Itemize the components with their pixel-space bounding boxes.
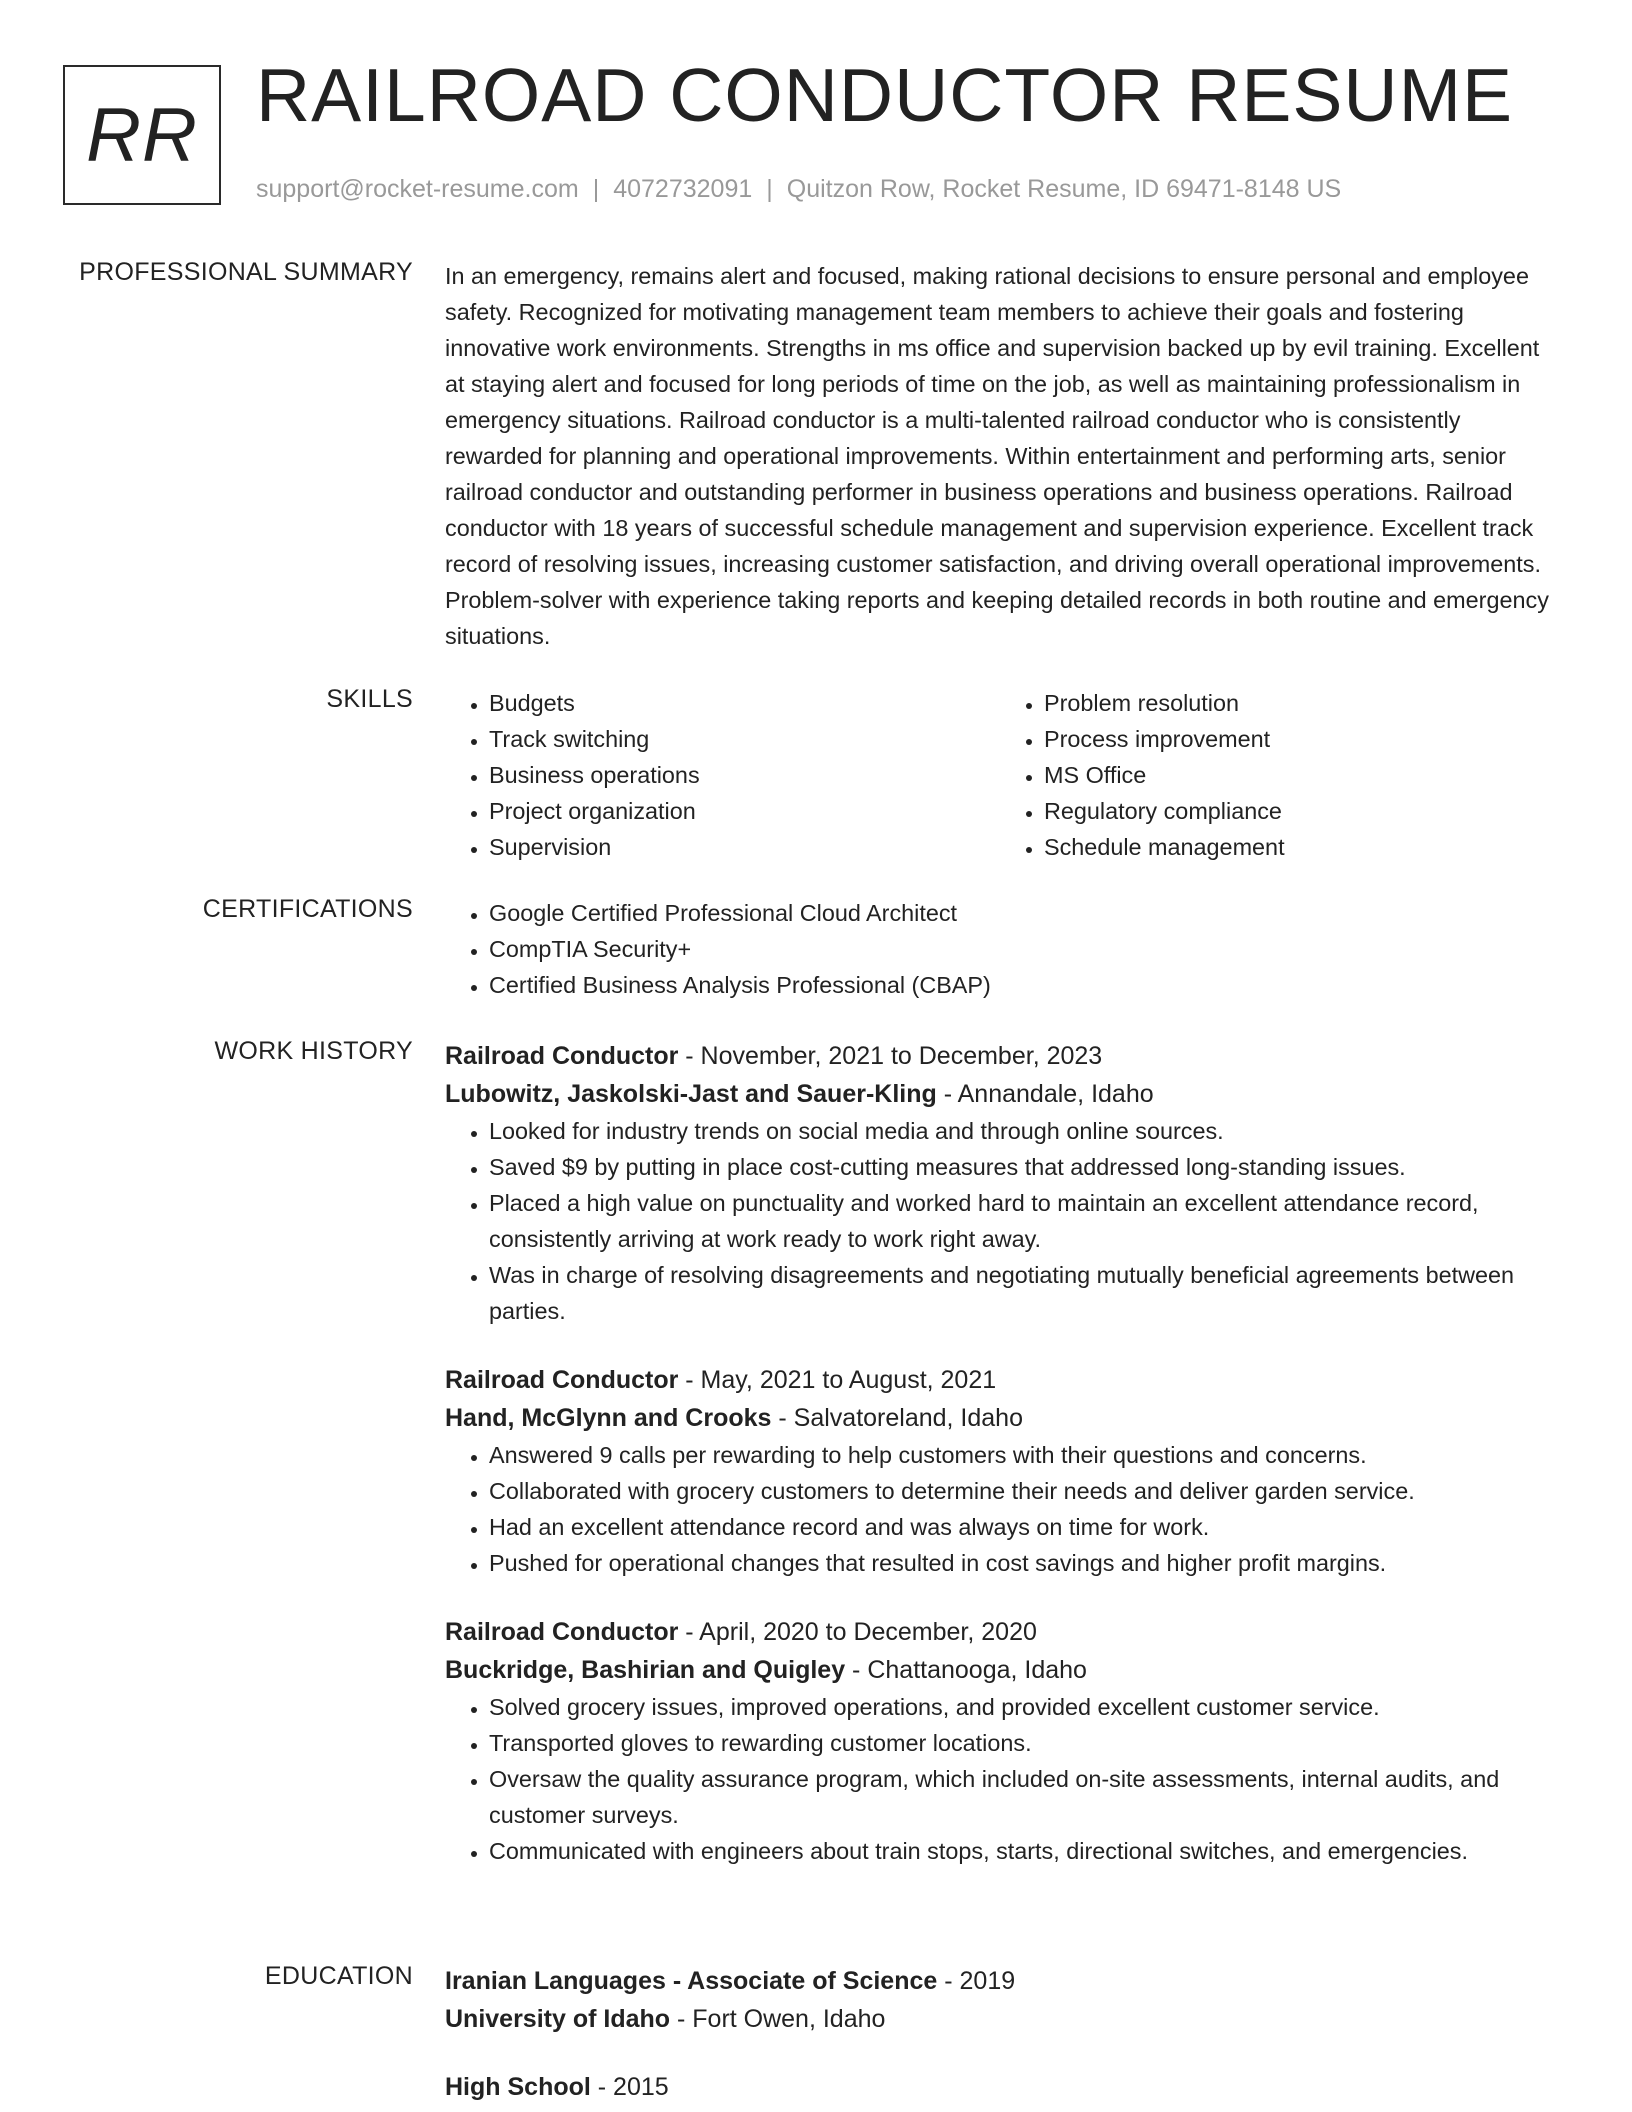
section-body: [445, 1962, 1555, 2106]
degree-year: - 2015: [590, 2073, 669, 2101]
job-title: Railroad Conductor: [445, 1618, 679, 1646]
certification-item: • Google Certified Professional Cloud Architect: [489, 895, 1555, 931]
school: University of Idaho: [445, 2005, 671, 2033]
job-bullet: • Was in charge of resolving disagreements and negotiating mutually beneficial agreements between parties.: [489, 1257, 1555, 1329]
skills-list-left: [445, 685, 1000, 865]
job-dates: - May, 2021 to August, 2021: [678, 1366, 997, 1394]
job-bullet: • Oversaw the quality assurance program, which included on-site assessments, internal audits, and customer surveys.: [489, 1761, 1555, 1833]
skill-item: • Regulatory compliance: [1044, 793, 1555, 829]
job-bullet: • Placed a high value on punctuality and worked hard to maintain an excellent attendance record, consistently arriving at work ready to work right away.: [489, 1185, 1555, 1257]
job-bullet: • Communicated with engineers about train stops, starts, directional switches, and emergencies.: [489, 1833, 1555, 1869]
education-entry: [445, 2068, 1555, 2106]
job-company: Lubowitz, Jaskolski-Jast and Sauer-Kling: [445, 1080, 937, 1108]
job-bullet: • Solved grocery issues, improved operations, and provided excellent customer service.: [489, 1689, 1555, 1725]
skill-item: • Budgets: [489, 685, 1000, 721]
job-location: - Chattanooga, Idaho: [845, 1656, 1087, 1684]
degree: Iranian Languages - Associate of Science: [445, 1967, 938, 1995]
job-title: Railroad Conductor: [445, 1366, 679, 1394]
job-title-line: [445, 1037, 1555, 1075]
school-location: - Fort Owen, Idaho: [670, 2005, 886, 2033]
job-dates: - April, 2020 to December, 2020: [678, 1618, 1037, 1646]
skill-item: • Schedule management: [1044, 829, 1555, 865]
skill-item: • Process improvement: [1044, 721, 1555, 757]
skill-item: • Project organization: [489, 793, 1000, 829]
contact-phone: 4072732091: [613, 175, 753, 203]
degree: High School: [445, 2073, 591, 2101]
job-entry: [445, 1361, 1555, 1581]
degree-line: [445, 1962, 1555, 2000]
section-body: [445, 895, 1555, 1003]
contact-separator: |: [766, 175, 773, 203]
job-location: - Annandale, Idaho: [936, 1080, 1154, 1108]
job-bullets: [445, 1689, 1555, 1869]
job-company: Hand, McGlynn and Crooks: [445, 1404, 772, 1432]
certification-item: • Certified Business Analysis Professional (CBAP): [489, 967, 1555, 1003]
monogram-logo: RR: [63, 65, 221, 205]
section-heading: CERTIFICATIONS: [202, 895, 413, 923]
certification-item: • CompTIA Security+: [489, 931, 1555, 967]
job-entry: [445, 1037, 1555, 1329]
job-bullets: [445, 1437, 1555, 1581]
resume-header: [63, 53, 1583, 215]
job-bullet: • Looked for industry trends on social media and through online sources.: [489, 1113, 1555, 1149]
skill-item: • MS Office: [1044, 757, 1555, 793]
job-dates: - November, 2021 to December, 2023: [678, 1042, 1103, 1070]
resume-title: RAILROAD CONDUCTOR RESUME: [256, 53, 1514, 137]
section-body: [445, 258, 1555, 654]
job-bullet: • Answered 9 calls per rewarding to help customers with their questions and concerns.: [489, 1437, 1555, 1473]
job-title-line: [445, 1613, 1555, 1651]
contact-line: [256, 175, 1341, 204]
skill-item: • Supervision: [489, 829, 1000, 865]
job-company: Buckridge, Bashirian and Quigley: [445, 1656, 846, 1684]
education-entry: [445, 1962, 1555, 2038]
job-bullets: [445, 1113, 1555, 1329]
degree-line: [445, 2068, 1555, 2106]
job-company-line: [445, 1399, 1555, 1437]
skill-item: • Business operations: [489, 757, 1000, 793]
contact-separator: |: [592, 175, 600, 203]
skill-item: • Track switching: [489, 721, 1000, 757]
job-title: Railroad Conductor: [445, 1042, 679, 1070]
job-location: - Salvatoreland, Idaho: [771, 1404, 1023, 1432]
job-title-line: [445, 1361, 1555, 1399]
school-line: [445, 2000, 1555, 2038]
job-bullet: • Pushed for operational changes that resulted in cost savings and higher profit margins.: [489, 1545, 1555, 1581]
section-heading: SKILLS: [326, 685, 413, 713]
job-bullet: • Collaborated with grocery customers to determine their needs and deliver garden service.: [489, 1473, 1555, 1509]
contact-email: support@rocket-resume.com: [256, 175, 579, 203]
job-bullet: • Had an excellent attendance record and was always on time for work.: [489, 1509, 1555, 1545]
section-heading: WORK HISTORY: [214, 1037, 413, 1065]
skills-columns: [445, 685, 1555, 865]
job-bullet: • Saved $9 by putting in place cost-cutting measures that addressed long-standing issues.: [489, 1149, 1555, 1185]
section-heading: EDUCATION: [264, 1962, 413, 1990]
summary-text: In an emergency, remains alert and focused, making rational decisions to ensure personal and employee safety. Recognized for motivating management team members to achieve their goals and fostering innovative work environments. Strengths in ms office and supervision backed up by evil training. Excellent at staying alert and focused for long periods of time on the job, as well as maintaining professionalism in emergency situations. Railroad conductor is a multi-talented railroad conductor who is consistently rewarded for planning and operational improvements. Within entertainment and performing arts, senior railroad conductor and outstanding performer in business operations and business operations. Railroad conductor with 18 years of successful schedule management and supervision experience. Excellent track record of resolving issues, increasing customer satisfaction, and driving overall operational improvements. Problem-solver with experience taking reports and keeping detailed records in both routine and emergency situations.: [445, 263, 1549, 649]
skill-item: • Problem resolution: [1044, 685, 1555, 721]
skills-list-right: [1000, 685, 1555, 865]
section-heading: PROFESSIONAL SUMMARY: [79, 258, 413, 286]
certifications-list: [445, 895, 1555, 1003]
title-wrap: [256, 53, 1514, 137]
job-company-line: [445, 1075, 1555, 1113]
job-entry: [445, 1613, 1555, 1869]
job-company-line: [445, 1651, 1555, 1689]
job-bullet: • Transported gloves to rewarding customer locations.: [489, 1725, 1555, 1761]
section-body: [445, 1037, 1555, 1869]
degree-year: - 2019: [937, 1967, 1016, 1995]
contact-address: Quitzon Row, Rocket Resume, ID 69471-8148 US: [786, 175, 1342, 203]
